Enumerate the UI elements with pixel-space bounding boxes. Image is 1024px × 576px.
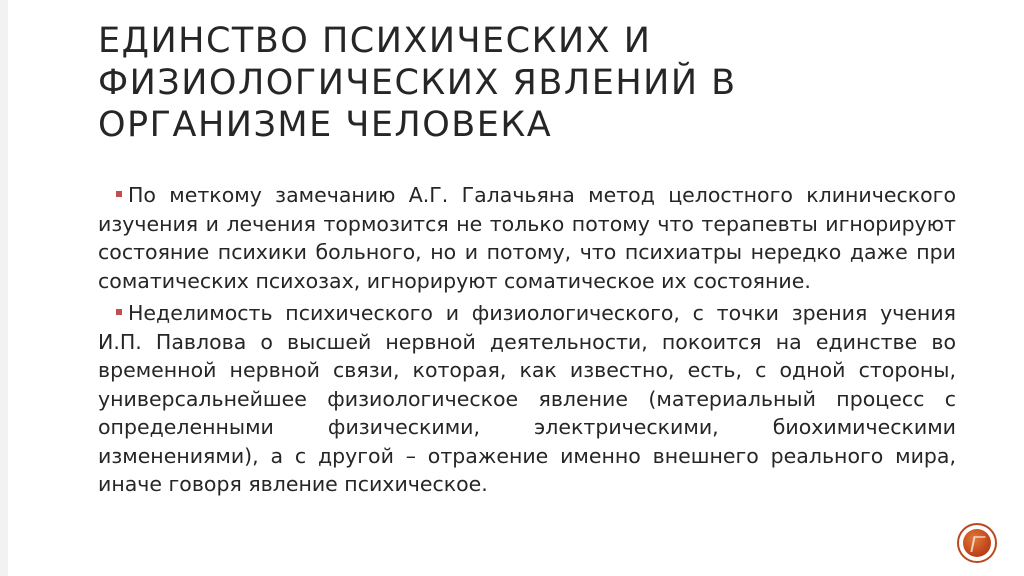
square-bullet-icon xyxy=(116,309,122,315)
bullet-text: По меткому замечанию А.Г. Галачьяна метод целостного клинического изучения и лечения тормозится не только потому что терапевты игнорируют состояние психики больного, но и потому, что психиатры нередко даже при соматических психозах, игнорируют соматическое их состояние. xyxy=(98,183,956,293)
bullet-item xyxy=(98,181,956,295)
slide-content xyxy=(98,181,956,503)
circular-logo-icon xyxy=(957,523,997,563)
bullet-item xyxy=(98,299,956,499)
logo-inner-disc xyxy=(963,529,991,557)
square-bullet-icon xyxy=(116,191,122,197)
slide-title: ЕДИНСТВО ПСИХИЧЕСКИХ И ФИЗИОЛОГИЧЕСКИХ ЯВЛЕНИЙ В ОРГАНИЗМЕ ЧЕЛОВЕКА xyxy=(98,21,737,145)
logo-mark xyxy=(970,536,985,552)
left-accent-bar xyxy=(0,0,8,576)
bullet-text: Неделимость психического и физиологического, с точки зрения учения И.П. Павлова о высшей нервной деятельности, покоится на единстве во временной нервной связи, которая, как известно, есть, с одной стороны, универсальнейшее физиологическое явление (материальный процесс с определенными физическими, электрическими, биохимическими изменениями), а с другой – отражение именно внешнего реального мира, иначе говоря явление психическое. xyxy=(98,301,956,496)
